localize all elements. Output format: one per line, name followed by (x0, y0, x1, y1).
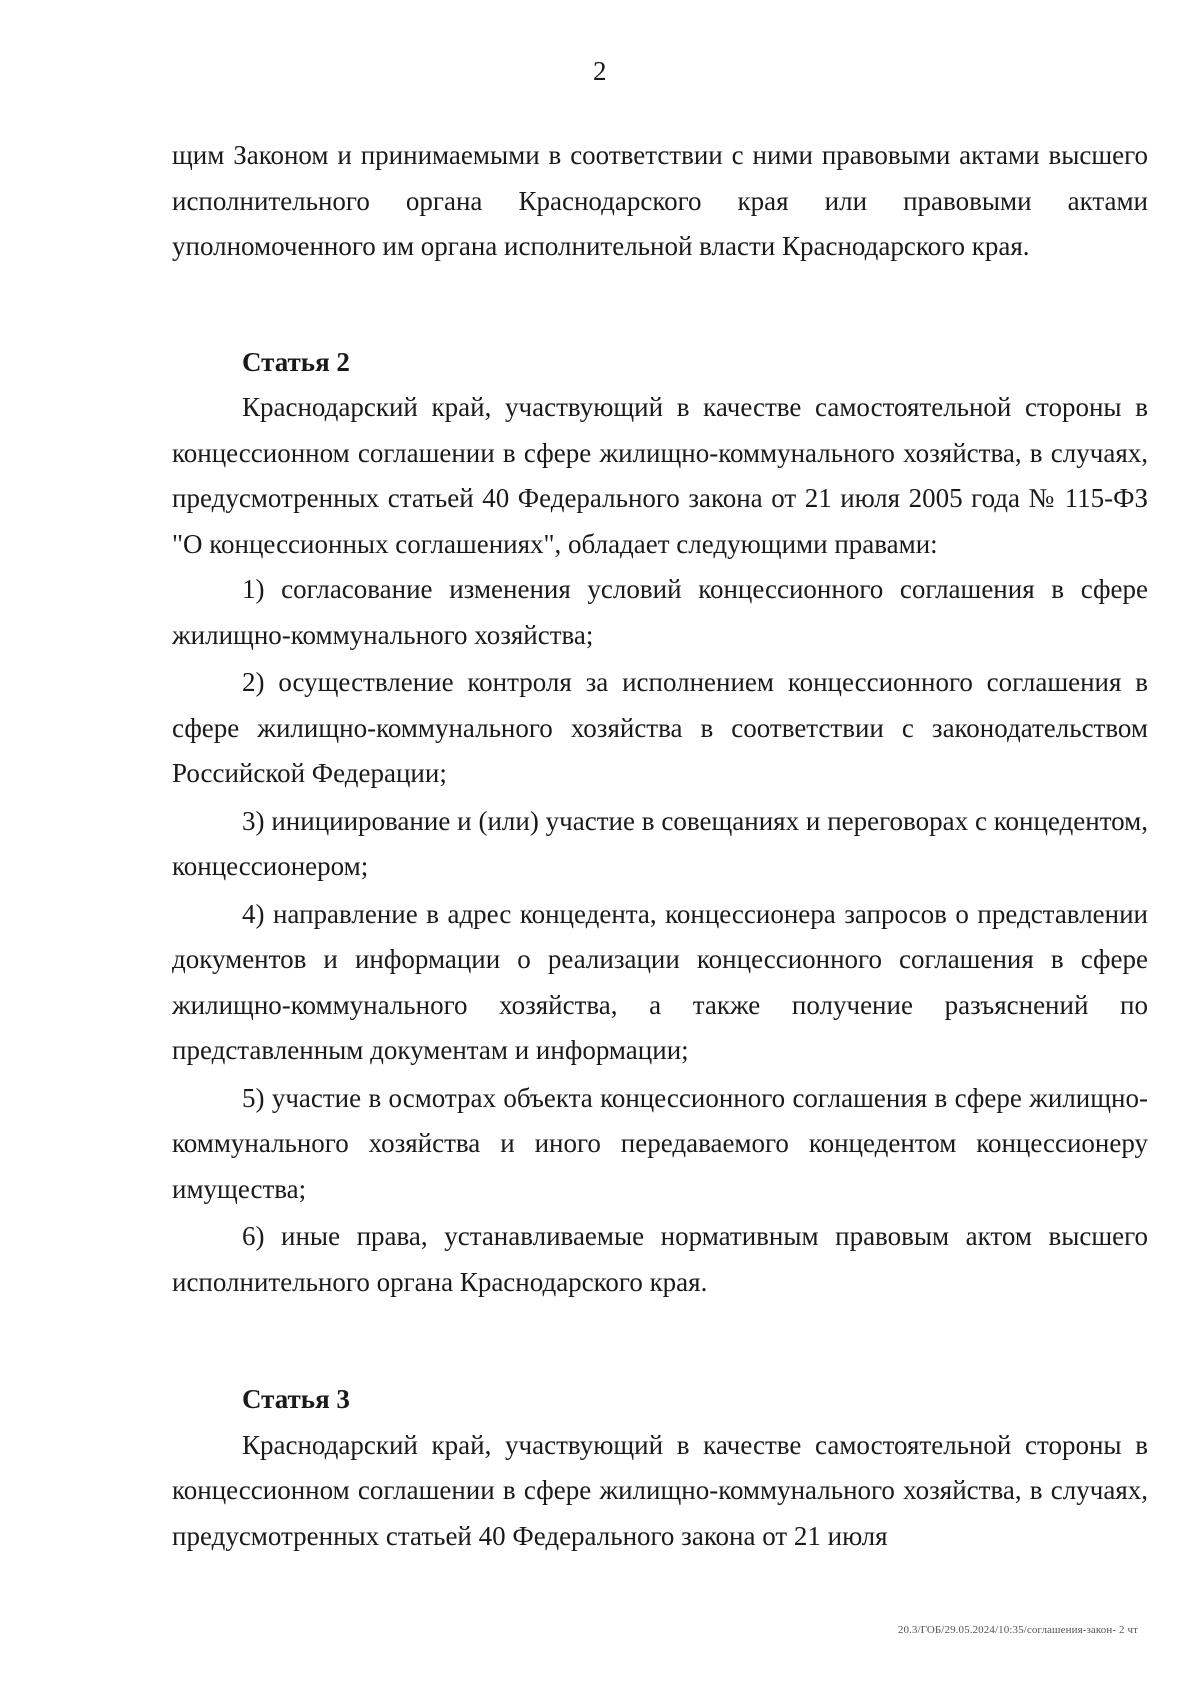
article-2-item-4: 4) направление в адрес концедента, концессионера запросов о представлении документов и информации о реализации концессионного соглашения в сфере жилищно-коммунального хозяйства, а также получение разъяснений по представленным документам и информации; (172, 898, 1148, 1065)
document-body (172, 133, 1148, 1559)
intro-paragraph: щим Законом и принимаемыми в соответствии с ними правовыми актами высшего исполнительного органа Краснодарского края или правовыми актами уполномоченного им органа исполнительной власти Краснодарского края. (172, 140, 1148, 261)
article-2-lead: Краснодарский край, участвующий в качестве самостоятельной стороны в концессионном соглашении в сфере жилищно-коммунального хозяйства, в случаях, предусмотренных статьей 40 Федерального закона от 21 июля 2005 года № 115-ФЗ "О концессионных соглашениях", обладает следующими правами: (172, 392, 1148, 559)
article-3-lead: Краснодарский край, участвующий в качестве самостоятельной стороны в концессионном соглашении в сфере жилищно-коммунального хозяйства, в случаях, предусмотренных статьей 40 Федерального закона от 21 июля (172, 1429, 1148, 1551)
article-2-item-6: 6) иные права, устанавливаемые нормативным правовым актом высшего исполнительного органа Краснодарского края. (172, 1221, 1148, 1297)
article-2-item-2: 2) осуществление контроля за исполнением концессионного соглашения в сфере жилищно-коммунального хозяйства в соответствии с законодательством Российской Федерации; (172, 667, 1148, 788)
article-2-item-3: 3) инициирование и (или) участие в совещаниях и переговорах с концедентом, концессионером; (172, 805, 1148, 881)
article-2-heading: Статья 2 (242, 346, 350, 377)
page-number: 2 (593, 56, 607, 86)
footer-stamp: 20.3/ГОБ/29.05.2024/10:35/соглашения-закон- 2 чт (897, 1624, 1138, 1636)
spacer (172, 270, 1148, 340)
spacer (172, 1307, 1148, 1377)
article-2-item-1: 1) согласование изменения условий концессионного соглашения в сфере жилищно-коммунального хозяйства; (172, 574, 1148, 650)
article-3-heading: Статья 3 (242, 1384, 350, 1414)
article-2-item-5: 5) участие в осмотрах объекта концессионного соглашения в сфере жилищно-коммунального хозяйства и иного передаваемого концедентом концессионеру имущества; (172, 1082, 1148, 1204)
